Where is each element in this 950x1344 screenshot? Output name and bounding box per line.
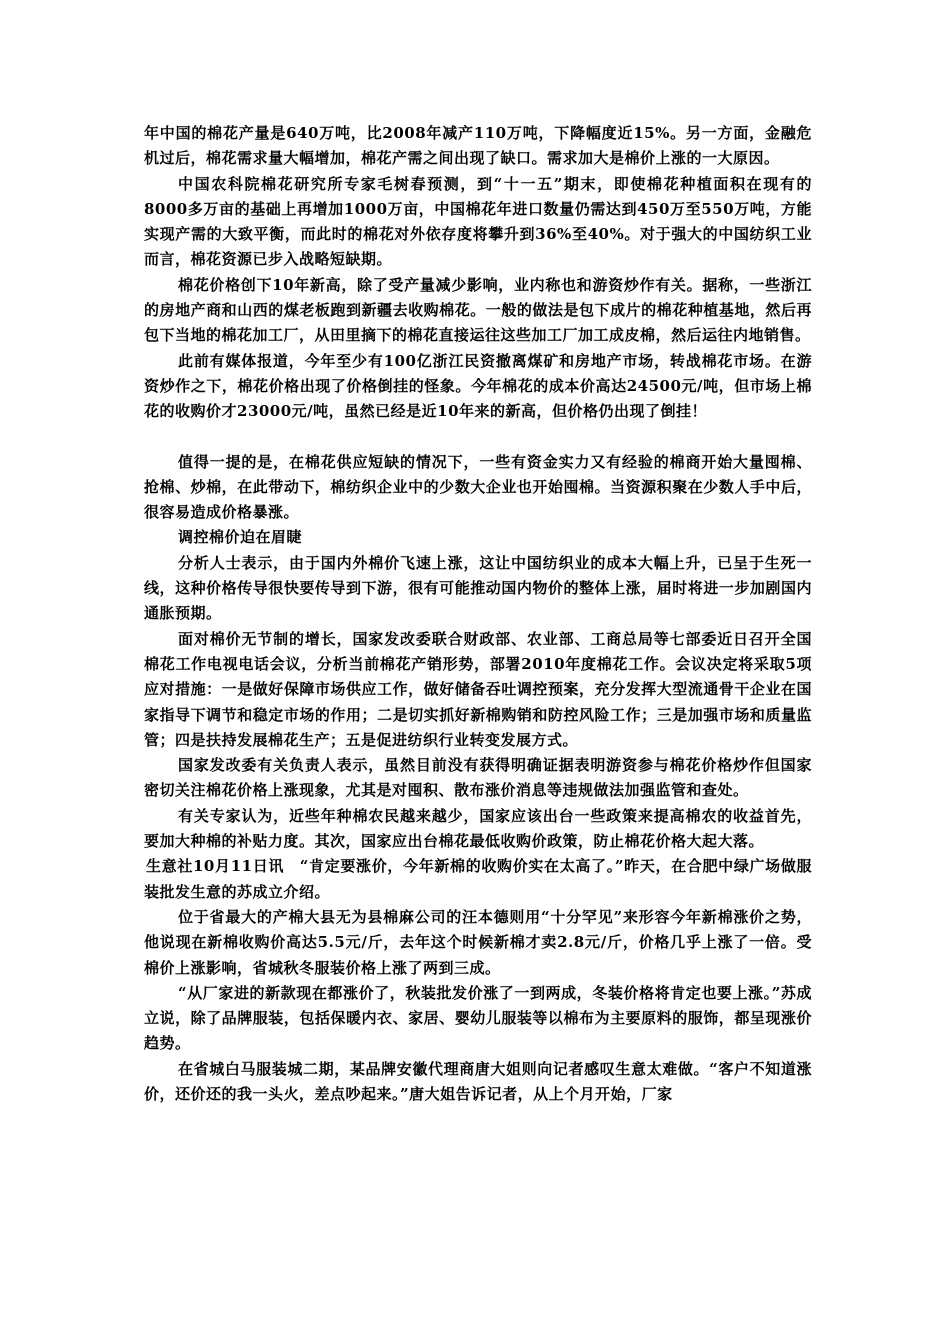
paragraph-news-dateline: 生意社10月11日讯 “肯定要涨价，今年新棉的收购价实在太高了。”昨天，在合肥中绿广场做服装批发生意的苏成立介绍。 [144, 857, 812, 901]
paragraph-speculation: 棉花价格创下10年新高，除了受产量减少影响，业内称也和游资炒作有关。据称，一些浙江的房地产商和山西的煤老板跑到新疆去收购棉花。一般的做法是包下成片的棉花种植基地，然后再包下当地的棉花加工厂，从田里摘下的棉花直接运往这些加工厂加工成皮棉，然后运往内地销售。 [144, 275, 812, 345]
paragraph-expert-suggestions: 有关专家认为，近些年种棉农民越来越少，国家应该出台一些政策来提高棉农的收益首先，要加大种棉的补贴力度。其次，国家应出台棉花最低收购价政策，防止棉花价格大起大落。 [144, 806, 812, 851]
paragraph-hoarding: 值得一提的是，在棉花供应短缺的情况下，一些有资金实力又有经验的棉商开始大量囤棉、抢棉、炒棉，在此带动下，棉纺织企业中的少数大企业也开始囤棉。当资源积聚在少数人手中后，很容易造成价格暴涨。 [144, 452, 812, 522]
article-body [144, 121, 812, 1107]
paragraph-retailer-complaint: 在省城白马服装城二期，某品牌安徽代理商唐大姐则向记者感叹生意太难做。“客户不知道涨价，还价还的我一头火，差点吵起来。”唐大姐告诉记者，从上个月开始，厂家 [144, 1059, 812, 1103]
paragraph-official-statement: 国家发改委有关负责人表示，虽然目前没有获得明确证据表明游资参与棉花价格炒作但国家密切关注棉花价格上涨现象，尤其是对囤积、散布涨价消息等违规做法加强监管和查处。 [144, 756, 812, 800]
paragraph-price-inversion: 此前有媒体报道，今年至少有100亿浙江民资撤离煤矿和房地产市场，转战棉花市场。在游资炒作之下，棉花价格出现了价格倒挂的怪象。今年棉花的成本价高达24500元/吨，但市场上棉花的收购价才23000元/吨，虽然已经是近10年来的新高，但价格仍出现了倒挂！ [144, 351, 812, 421]
paragraph-expert-forecast: 中国农科院棉花研究所专家毛树春预测，到“十一五”期末，即使棉花种植面积在现有的8000多万亩的基础上再增加1000万亩，中国棉花年进口数量仍需达到450万至550万吨，方能实现产需的大致平衡，而此时的棉花对外依存度将攀升到36%至40%。对于强大的中国纺织工业而言，棉花资源已步入战略短缺期。 [144, 174, 812, 269]
paragraph-clothing-prices: “从厂家进的新款现在都涨价了，秋装批发价涨了一到两成，冬装价格将肯定也要上涨。”苏成立说，除了品牌服装，包括保暖内衣、家居、婴幼儿服装等以棉布为主要原料的服饰，都呈现涨价趋势。 [144, 983, 812, 1053]
section-heading: 调控棉价迫在眉睫 [178, 528, 303, 547]
paragraph-government-measures: 面对棉价无节制的增长，国家发改委联合财政部、农业部、工商总局等七部委近日召开全国棉花工作电视电话会议，分析当前棉花产销形势，部署2010年度棉花工作。会议决定将采取5项应对措施：一是做好保障市场供应工作，做好储备吞吐调控预案，充分发挥大型流通骨干企业在国家指导下调节和稳定市场的作用；二是切实抓好新棉购销和防控风险工作；三是加强市场和质量监管；四是扶持发展棉花生产；五是促进纺织行业转变发展方式。 [144, 629, 812, 749]
paragraph-new-cotton-price: 位于省最大的产棉大县无为县棉麻公司的汪本德则用“十分罕见”来形容今年新棉涨价之势，他说现在新棉收购价高达5.5元/斤，去年这个时候新棉才卖2.8元/斤，价格几乎上涨了一倍。受棉价上涨影响，省城秋冬服装价格上涨了两到三成。 [144, 907, 812, 977]
paragraph-production-gap: 年中国的棉花产量是640万吨，比2008年减产110万吨，下降幅度近15%。另一方面，金融危机过后，棉花需求量大幅增加，棉花产需之间出现了缺口。需求加大是棉价上涨的一大原因。 [144, 124, 812, 168]
paragraph-analysis: 分析人士表示，由于国内外棉价飞速上涨，这让中国纺织业的成本大幅上升，已呈于生死一线，这种价格传导很快要传导到下游，很有可能推动国内物价的整体上涨，届时将进一步加剧国内通胀预期。 [144, 553, 812, 623]
